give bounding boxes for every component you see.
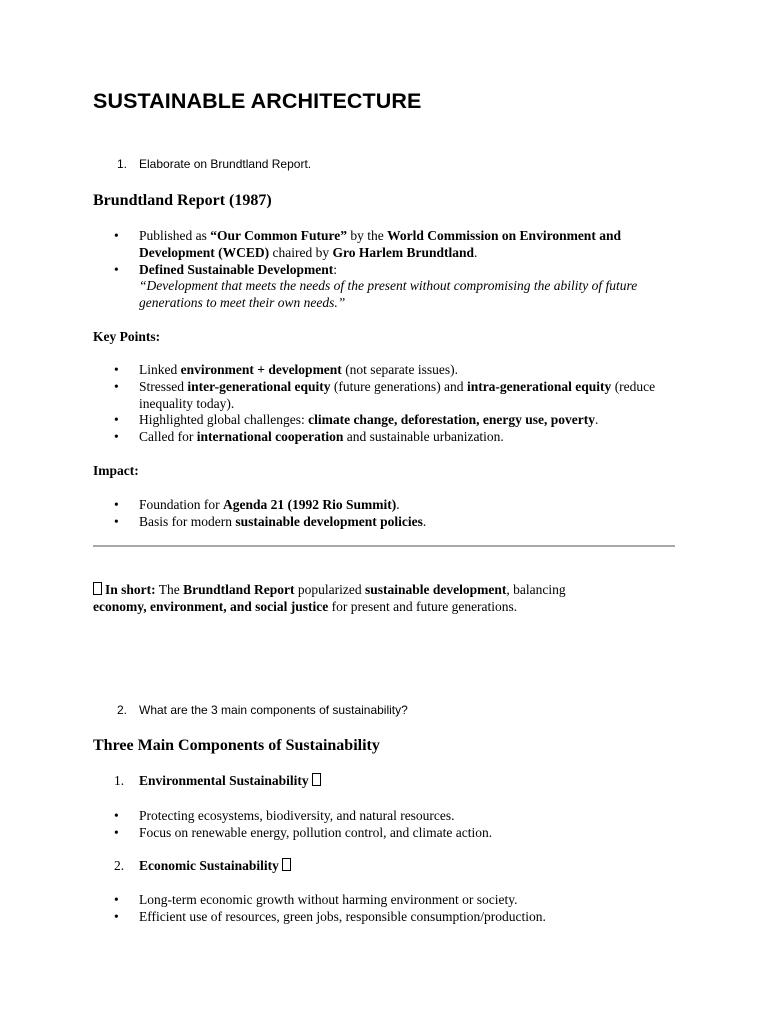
list-item: • Efficient use of resources, green jobs, responsible consumption/production. — [114, 909, 694, 926]
leaf-icon — [312, 773, 321, 786]
components-heading: Three Main Components of Sustainability — [93, 737, 380, 754]
key-points-heading: Key Points: — [93, 329, 161, 344]
question-text: Elaborate on Brundtland Report. — [139, 157, 312, 171]
key-points-list — [114, 362, 694, 446]
list-item: • Highlighted global challenges: climate change, deforestation, energy use, poverty. — [114, 412, 694, 429]
list-item: • Foundation for Agenda 21 (1992 Rio Summit). — [114, 497, 694, 514]
pin-icon — [93, 582, 102, 595]
section-heading: Brundtland Report (1987) — [93, 192, 272, 209]
brundtland-list — [114, 228, 694, 312]
page-title: SUSTAINABLE ARCHITECTURE — [93, 89, 422, 113]
list-item: • Linked environment + development (not separate issues). — [114, 362, 694, 379]
question-number: 1. — [117, 157, 128, 171]
horizontal-divider — [93, 545, 675, 547]
economic-list — [114, 892, 694, 926]
definition-quote: “Development that meets the needs of the present without compromising the ability of future generations to meet their own needs.” — [139, 278, 638, 311]
document-page: SUSTAINABLE ARCHITECTURE 1. Elaborate on Brundtland Report. Brundtland Report (1987) • Published as “Our Common Future” by the World Commission on Environment and Development (WCED) chaired by Gro Harlem Brundtland. • Defined Sustainable Development: “Development that meets the needs of the present without compromising the ability of future generations to meet their own needs.” Key Points: • Linked environment + development (not separate issues). • Stressed inter-generational equity (future generations) and intra-generational equity (reduce inequality today). • Highlighted global challenges: climate change, deforestation, energy use, poverty. • Called for international cooperation and sustainable urbanization. Impact: • Foundation for Agenda 21 (1992 Rio Summit). • Basis for modern sustainable development policies. In short: The Brundtland Report popularized sustainable development, balancing economy, environment, and social justice for present and future generations. 2. What are the 3 main components of sustainability? Three Main Components of Sustainability 1. Environmental Sustainability • Protecting ecosystems, biodiversity, and natural resources. • Focus on renewable energy, pollution control, and climate action. 2. Economic Sustainability • Long-term economic growth without harming environment or society. • Efficient use of resources, green jobs, responsible consumption/production. — [0, 0, 768, 1024]
list-item: • Called for international cooperation and sustainable urbanization. — [114, 429, 694, 446]
list-item: • Focus on renewable energy, pollution control, and climate action. — [114, 825, 694, 842]
environmental-list — [114, 808, 694, 842]
in-short-summary: In short: The Brundtland Report popularized sustainable development, balancing economy, environment, and social justice for present and future generations. — [93, 582, 566, 614]
list-item: • Published as “Our Common Future” by the World Commission on Environment and Development (WCED) chaired by Gro Harlem Brundtland. — [114, 228, 694, 262]
question-text: What are the 3 main components of sustainability? — [139, 703, 408, 717]
list-item: • Long-term economic growth without harming environment or society. — [114, 892, 694, 909]
list-item: • Stressed inter-generational equity (future generations) and intra-generational equity (reduce inequality today). — [114, 379, 694, 413]
list-item: • Defined Sustainable Development: “Development that meets the needs of the present without compromising the ability of future generations to meet their own needs.” — [114, 262, 694, 312]
money-icon — [282, 858, 291, 871]
impact-heading: Impact: — [93, 463, 139, 478]
list-item: • Basis for modern sustainable development policies. — [114, 514, 694, 531]
impact-list — [114, 497, 694, 531]
question-number: 2. — [117, 703, 128, 717]
list-item: • Protecting ecosystems, biodiversity, and natural resources. — [114, 808, 694, 825]
